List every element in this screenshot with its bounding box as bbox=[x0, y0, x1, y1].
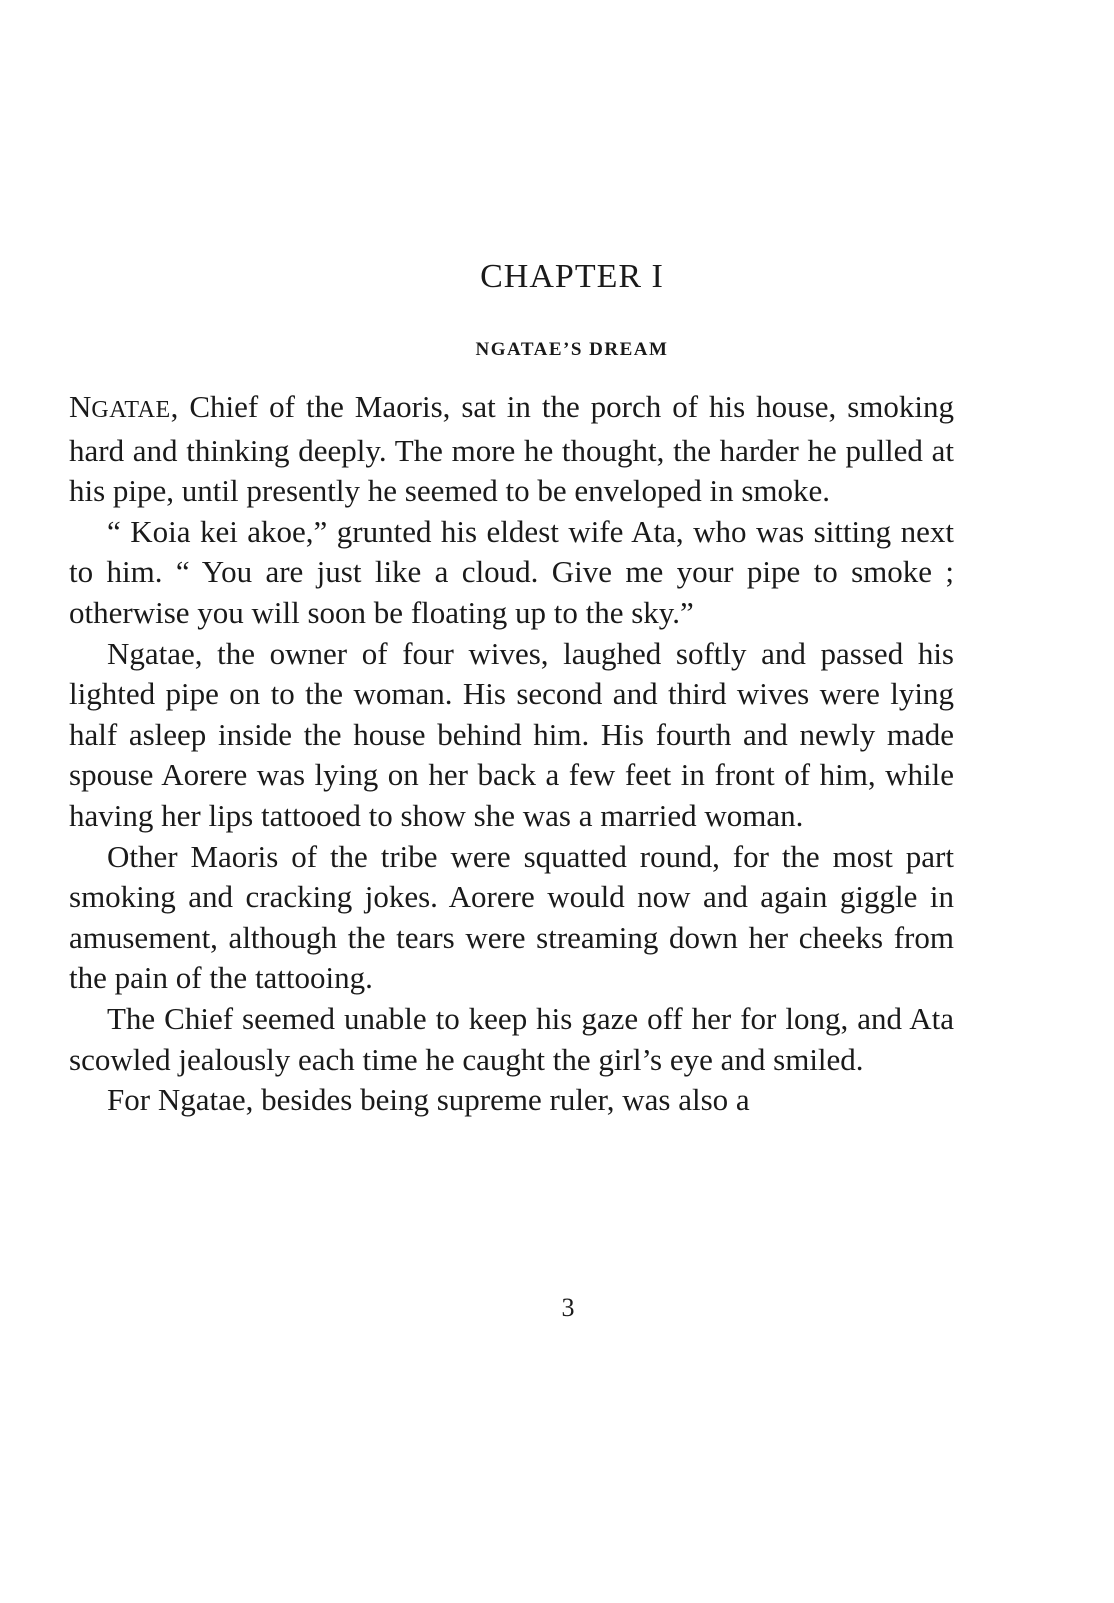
page-number: 3 bbox=[561, 1293, 575, 1322]
paragraph-1-text: , Chief of the Maoris, sat in the porch of his house, smoking hard and thinking deeply. The more he thought, the harder he pulled at his pipe, until presently he seemed to be enveloped in smoke. bbox=[69, 389, 954, 509]
drop-initial: N bbox=[69, 389, 92, 424]
paragraph-6: For Ngatae, besides being supreme ruler, was also a bbox=[107, 1082, 750, 1118]
paragraph-3: Ngatae, the owner of four wives, laughed softly and passed his lighted pipe on to the woman. His second and third wives were lying half asleep inside the house behind him. His fourth and newly made spouse Aorere was lying on her back a few feet in front of him, while having her lips tattooed to show she was a married woman. bbox=[69, 635, 954, 833]
paragraph-4: Other Maoris of the tribe were squatted round, for the most part smoking and cracking jokes. Aorere would now and again giggle in amusement, although the tears were streaming down her cheeks from the pain of the tattooing. bbox=[69, 838, 954, 996]
paragraph-2: “ Koia kei akoe,” grunted his eldest wife Ata, who was sitting next to him. “ You are just like a cloud. Give me your pipe to smoke ; otherwise you will soon be floating up to the sky.” bbox=[69, 513, 954, 630]
chapter-subtitle: NGATAE’S DREAM bbox=[475, 339, 669, 360]
paragraph-5: The Chief seemed unable to keep his gaze off her for long, and Ata scowled jealously each time he caught the girl’s eye and smiled. bbox=[69, 1000, 954, 1077]
small-caps-lead: GATAE bbox=[91, 397, 171, 423]
chapter-title: CHAPTER I bbox=[480, 258, 664, 295]
chapter-body bbox=[69, 387, 954, 1121]
paragraph-1 bbox=[69, 387, 954, 512]
